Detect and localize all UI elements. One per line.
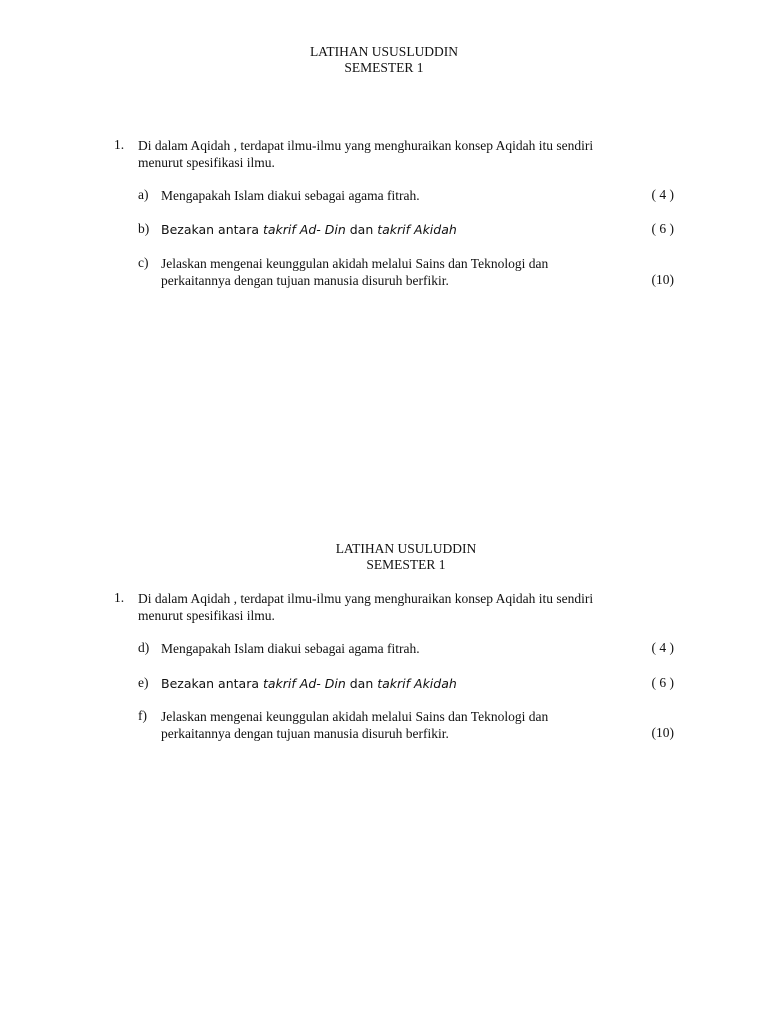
italic-term: takrif Akidah (377, 222, 457, 237)
page-title: LATIHAN USULUDDIN (335, 541, 477, 556)
marks-label: ( 6 ) (651, 675, 674, 690)
question-text (138, 137, 698, 171)
marks-label: ( 4 ) (651, 640, 674, 655)
text-segment: Bezakan antara (161, 222, 263, 237)
sub-question-text (161, 255, 631, 289)
sub-question-letter: b) (138, 221, 150, 236)
question-number: 1. (114, 137, 125, 152)
semester-label: SEMESTER 1 (344, 60, 424, 75)
sub-question-text (161, 675, 631, 692)
italic-term: takrif Ad- Din (262, 222, 346, 237)
section-heading (0, 541, 768, 573)
sub-question-letter: f) (138, 708, 147, 723)
sub-question-text: Mengapakah Islam diakui sebagai agama fitrah. (161, 188, 420, 203)
marks-label: (10) (651, 725, 674, 740)
sub-question-text: Mengapakah Islam diakui sebagai agama fitrah. (161, 641, 420, 656)
section-heading (0, 44, 768, 76)
question-line: Di dalam Aqidah , terdapat ilmu-ilmu yang menghuraikan konsep Aqidah itu sendiri (138, 591, 594, 606)
sub-question-text (161, 708, 631, 742)
page-title: LATIHAN USUSLUDDIN (309, 44, 459, 59)
marks-label: ( 4 ) (651, 187, 674, 202)
sub-question-letter: e) (138, 675, 149, 690)
text-segment: dan (345, 676, 378, 691)
text-segment: Bezakan antara (161, 676, 263, 691)
question-line: menurut spesifikasi ilmu. (138, 608, 275, 623)
question-text (138, 590, 698, 624)
sub-question-line: Jelaskan mengenai keunggulan akidah melalui Sains dan Teknologi dan (161, 256, 549, 271)
question-line: Di dalam Aqidah , terdapat ilmu-ilmu yang menghuraikan konsep Aqidah itu sendiri (138, 138, 594, 153)
semester-label: SEMESTER 1 (366, 557, 446, 572)
marks-label: (10) (651, 272, 674, 287)
italic-term: takrif Ad- Din (262, 676, 346, 691)
italic-term: takrif Akidah (377, 676, 457, 691)
sub-question-line: Jelaskan mengenai keunggulan akidah melalui Sains dan Teknologi dan (161, 709, 549, 724)
sub-question-line: perkaitannya dengan tujuan manusia disuruh berfikir. (161, 726, 449, 741)
sub-question-letter: d) (138, 640, 150, 655)
question-line: menurut spesifikasi ilmu. (138, 155, 275, 170)
sub-question-letter: c) (138, 255, 149, 270)
text-segment: dan (345, 222, 378, 237)
question-number: 1. (114, 590, 125, 605)
sub-question-letter: a) (138, 187, 149, 202)
sub-question-line: perkaitannya dengan tujuan manusia disuruh berfikir. (161, 273, 449, 288)
marks-label: ( 6 ) (651, 221, 674, 236)
sub-question-text (161, 221, 631, 238)
